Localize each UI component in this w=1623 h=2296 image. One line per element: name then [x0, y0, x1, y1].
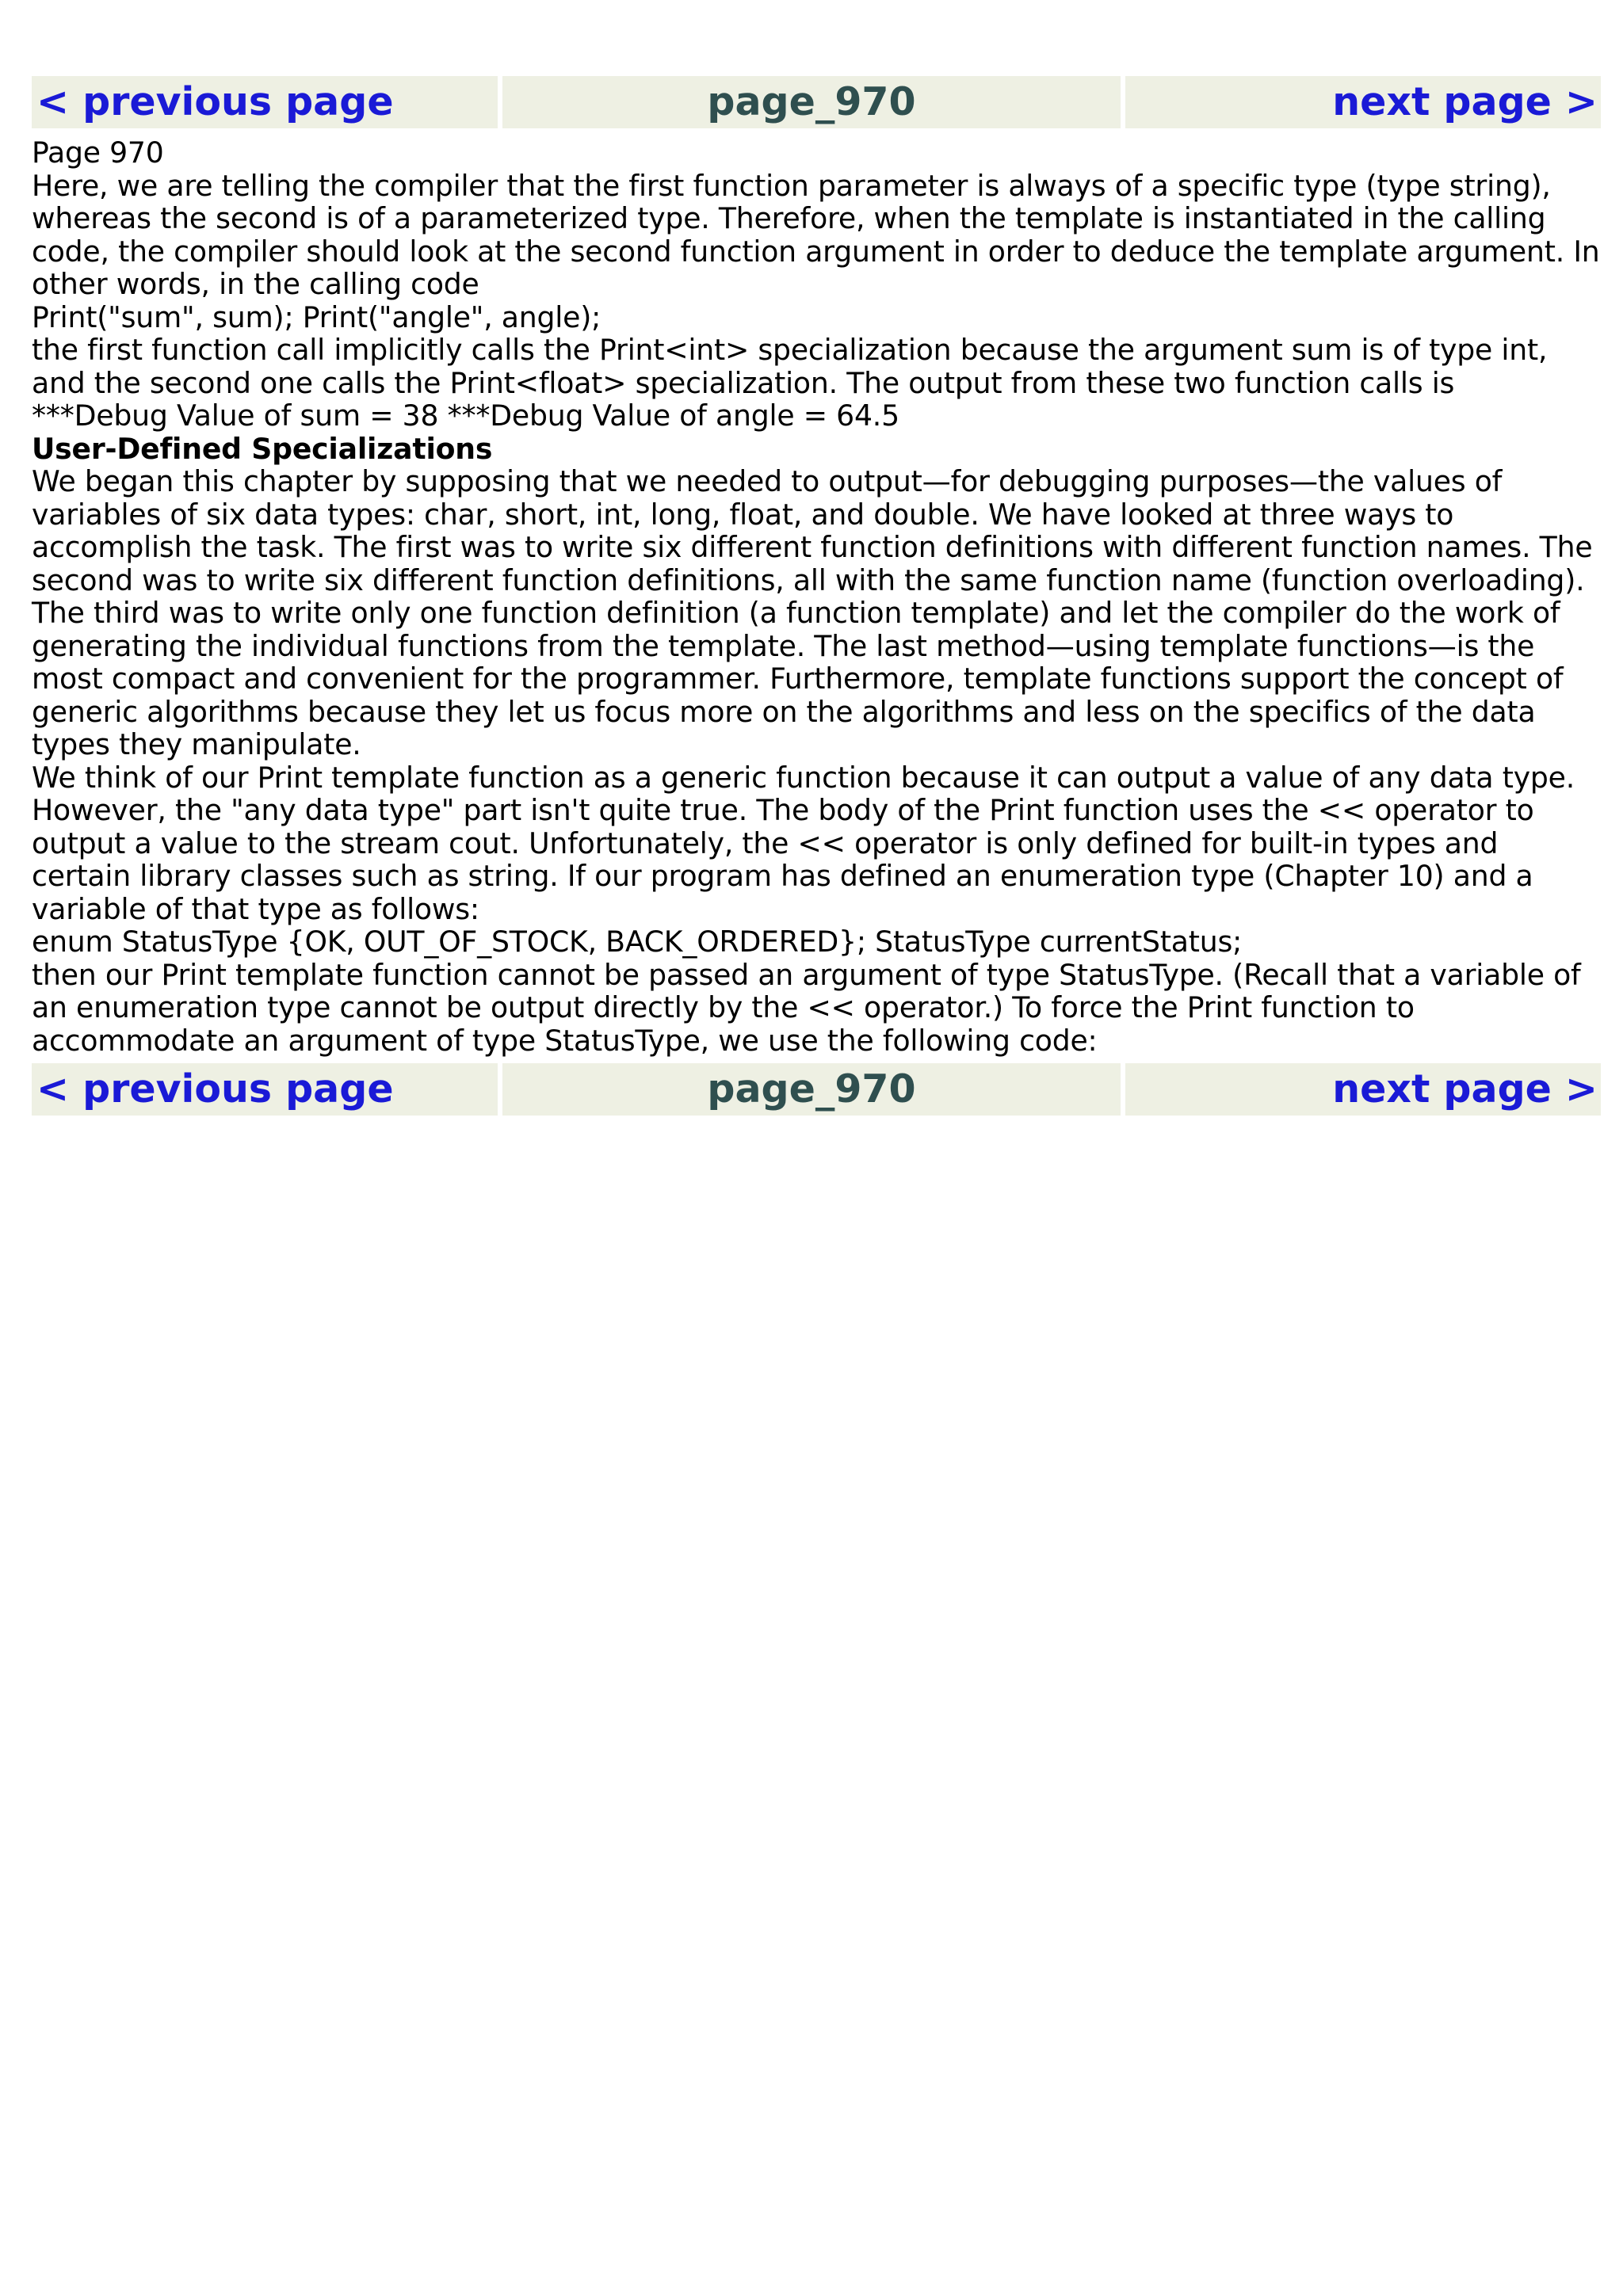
page-indicator: page_970 — [707, 79, 916, 124]
paragraph-template-argument: Here, we are telling the compiler that the first function parameter is always of a specific type (type string), whereas the second is of a parameterized type. Therefore, when the template is instantiated in the calling code, the compiler should look at the second function argument in order to deduce the template argument. In other words, in the calling code — [32, 168, 1600, 301]
previous-page-link[interactable]: < previous page — [36, 79, 394, 124]
page-indicator: page_970 — [707, 1066, 916, 1112]
paragraph-chapter-summary: We began this chapter by supposing that we needed to output—for debugging purposes—the values of variables of six data types: char, short, int, long, float, and double. We have looked at three ways to accomplish the task. The first was to write six different function definitions with different function names. The second was to write six different function definitions, all with the same function name (function overloading). The third was to write only one function definition (a function template) and let the compiler do the work of generating the individual functions from the template. The last method—using template functions—is the most compact and convenient for the programmer. Furthermore, template functions support the concept of generic algorithms because they let us focus more on the algorithms and less on the specifics of the data types they manipulate. — [32, 464, 1593, 761]
next-page-link[interactable]: next page > — [1332, 1066, 1598, 1112]
top-navigation-bar — [32, 76, 1601, 128]
paragraph-status-type: then our Print template function cannot be passed an argument of type StatusType. (Recall that a variable of an enumeration type cannot be output directly by the << operator.) To force the Print function to accommodate an argument of type StatusType, we use the following code: — [32, 957, 1581, 1058]
page-number-text: Page 970 — [32, 135, 164, 170]
bottom-nav-next-cell — [1125, 1063, 1601, 1116]
page-container — [32, 76, 1601, 1116]
section-heading: User-Defined Specializations — [32, 431, 493, 466]
code-print-calls: Print("sum", sum); Print("angle", angle); — [32, 299, 601, 334]
top-nav-prev-cell — [32, 76, 498, 128]
page-content — [32, 136, 1601, 1057]
paragraph-specialization-calls: the first function call implicitly calls the Print<int> specialization because the argument sum is of type int, and the second one calls the Print<float> specialization. The output from these two function calls is — [32, 333, 1548, 400]
bottom-nav-prev-cell — [32, 1063, 498, 1116]
paragraph-generic-function: We think of our Print template function as a generic function because it can output a value of any data type. However, the "any data type" part isn't quite true. The body of the Print function uses the << operator to output a value to the stream cout. Unfortunately, the << operator is only defined for built-in types and certain library classes such as string. If our program has defined an enumeration type (Chapter 10) and a variable of that type as follows: — [32, 760, 1575, 926]
top-nav-page-cell — [502, 76, 1121, 128]
top-nav-next-cell — [1125, 76, 1601, 128]
bottom-nav-page-cell — [502, 1063, 1121, 1116]
previous-page-link[interactable]: < previous page — [36, 1066, 394, 1112]
code-enum-declaration: enum StatusType {OK, OUT_OF_STOCK, BACK_ORDERED}; StatusType currentStatus; — [32, 925, 1243, 959]
debug-output-text: ***Debug Value of sum = 38 ***Debug Value of angle = 64.5 — [32, 399, 899, 433]
bottom-navigation-bar — [32, 1063, 1601, 1116]
next-page-link[interactable]: next page > — [1332, 79, 1598, 124]
